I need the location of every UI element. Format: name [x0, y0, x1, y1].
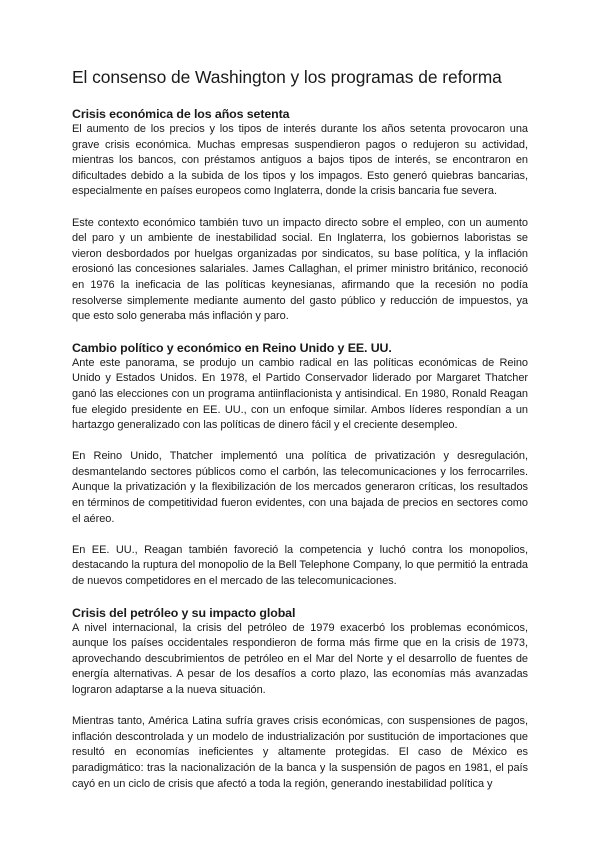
section-crisis-petroleo — [72, 605, 528, 793]
paragraph: Ante este panorama, se produjo un cambio radical en las políticas económicas de Reino Unido y Estados Unidos. En 1978, el Partido Conservador liderado por Margaret Thatcher ganó las elecciones con un programa antiinflacionista y antisindical. En 1980, Ronald Reagan fue elegido presidente en EE. UU., con un enfoque similar. Ambos líderes respondían a un hartazgo generalizado con las políticas de dinero fácil y el creciente desempleo. — [72, 356, 528, 432]
section-cambio-politico — [72, 340, 528, 590]
section-crisis-economica — [72, 106, 528, 325]
paragraph: En EE. UU., Reagan también favoreció la competencia y luchó contra los monopolios, destacando la ruptura del monopolio de la Bell Telephone Company, lo que permitió la entrada de nuevos competidores en el mercado de las telecomunicaciones. — [72, 543, 528, 588]
section-heading: Cambio político y económico en Reino Unido y EE. UU. — [72, 340, 392, 355]
section-heading: Crisis del petróleo y su impacto global — [72, 605, 296, 620]
paragraph: Mientras tanto, América Latina sufría graves crisis económicas, con suspensiones de pagos, inflación descontrolada y un modelo de industrialización por sustitución de importaciones que resultó en economías ineficientes y altamente protegidas. El caso de México es paradigmático: tras la nacionalización de la banca y la suspensión de pagos en 1981, el país cayó en un ciclo de crisis que afectó a toda la región, generando inestabilidad política y — [72, 715, 528, 790]
paragraph: Este contexto económico también tuvo un impacto directo sobre el empleo, con un aumento del paro y un ambiente de inestabilidad social. En Inglaterra, los gobiernos laboristas se vieron desbordados por huelgas organizadas por sindicatos, su base política, y la inflación erosionó las concesiones salariales. James Callaghan, el primer ministro británico, reconoció en 1976 la ineficacia de las políticas keynesianas, afirmando que la recesión no podía resolverse simplemente mediante aumento del gasto público y reducción de impuestos, ya que esto solo generaba más inflación y paro. — [72, 216, 528, 323]
paragraph: El aumento de los precios y los tipos de interés durante los años setenta provocaron una grave crisis económica. Muchas empresas suspendieron pagos o redujeron su actividad, mientras los bancos, con préstamos antiguos a bajos tipos de interés, se encontraron en dificultades debido a la subida de los tipos y los impagos. Esto generó quiebras bancarias, especialmente en países europeos como Inglaterra, donde la crisis bancaria fue severa. — [72, 123, 528, 198]
document-title: El consenso de Washington y los programas de reforma — [72, 67, 502, 87]
section-heading: Crisis económica de los años setenta — [72, 107, 290, 121]
document-page — [72, 66, 528, 792]
paragraph: En Reino Unido, Thatcher implementó una política de privatización y desregulación, desmantelando sectores públicos como el carbón, las telecomunicaciones y los ferrocarriles. Aunque la privatización y la flexibilización de los mercados generaron críticas, los resultados en términos de competitividad fueron evidentes, con una bajada de precios en sectores como el aéreo. — [72, 450, 528, 525]
paragraph: A nivel internacional, la crisis del petróleo de 1979 exacerbó los problemas económicos, aunque los países occidentales respondieron de forma más firme que en la crisis de 1973, aprovechando descubrimientos de petróleo en el Mar del Norte y el desarrollo de fuentes de energía alternativas. A pesar de los desafíos a corto plazo, las economías más avanzadas lograron adaptarse a la nueva situación. — [72, 621, 528, 696]
